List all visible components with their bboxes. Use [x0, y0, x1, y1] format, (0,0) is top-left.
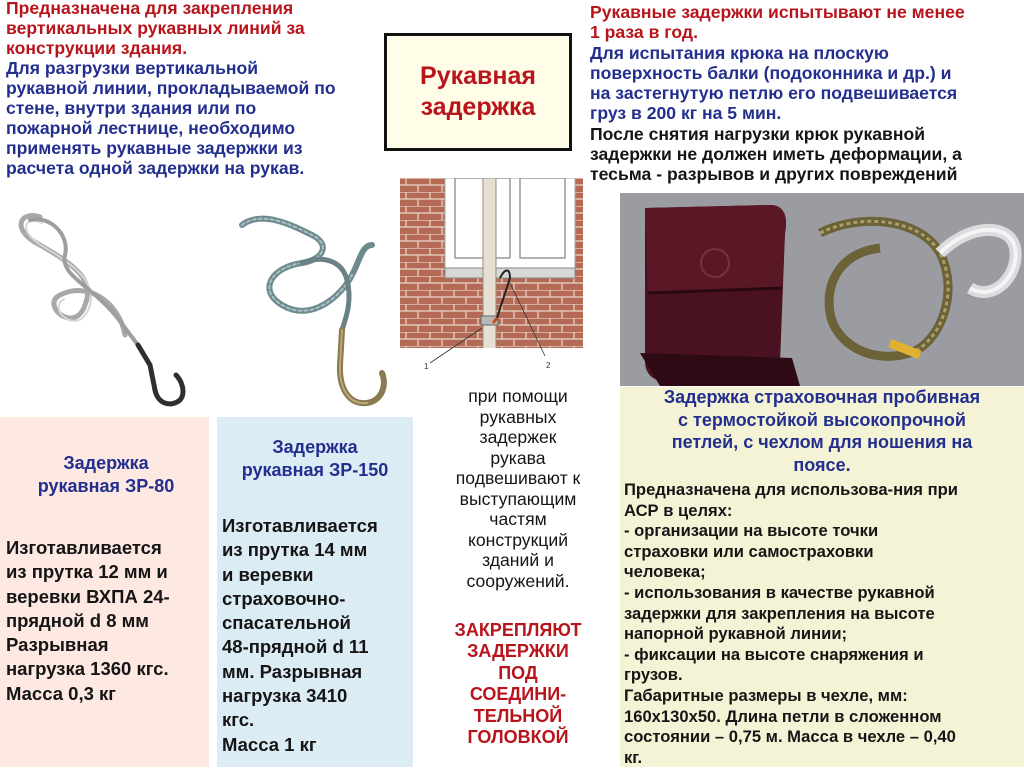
- mounting-warning: ЗАКРЕПЛЯЮТ ЗАДЕРЖКИ ПОД СОЕДИНИ- ТЕЛЬНОЙ ГОЛОВКОЙ: [454, 620, 582, 748]
- wall-diagram: [400, 178, 583, 372]
- mounting-description: при помощи рукавных задержек рукава подвешивают к выступающим частям конструкций зданий и сооружений.: [455, 386, 581, 591]
- testing-procedure: Для испытания крюка на плоскую поверхность балки (подоконника и др.) и на застегнутую петлю его подвешивается груз в 200 кг на 5 мин.: [590, 42, 958, 124]
- diagram-label-2: 2: [546, 361, 551, 370]
- top-left-description: [6, 0, 386, 178]
- diagram-label-1: 1: [424, 362, 429, 371]
- insurance-hook-description: Предназначена для использова-ния при АСР в целях: - организации на высоте точки страховки или самостраховки человека; - использования в качестве рукавной задержки для закрепления на высоте напорной рукавной линии; - фиксации на высоте снаряжения и грузов. Габаритные размеры в чехле, мм: 160х130х50. Длина петли в сложенном состоянии – 0,75 м. Масса в чехле – 0,40 кг.: [624, 480, 958, 767]
- testing-frequency: Рукавные задержки испытывают не менее 1 раза в год.: [590, 2, 965, 43]
- testing-requirements: [590, 2, 1020, 185]
- purpose-text: Предназначена для закрепления вертикальных рукавных линий за конструкции здания.: [6, 0, 305, 58]
- pouch-and-hook-image: [620, 193, 1024, 386]
- zr80-hook-image: [0, 195, 210, 415]
- insurance-hook-title: Задержка страховочная пробивная с термостойкой высокопрочной петлей, с чехлом для ношения на поясе.: [663, 387, 981, 475]
- zr150-title: Задержка рукавная ЗР-150: [241, 437, 389, 480]
- page-title: Рукавная задержка: [420, 62, 536, 121]
- testing-criteria: После снятия нагрузки крюк рукавной задержки не должен иметь деформации, а тесьма - разрывов и других повреждений: [590, 123, 962, 185]
- zr80-specs: Изготавливается из прутка 12 мм и веревки ВХПА 24- прядной d 8 мм Разрывная нагрузка 1360 кгс. Масса 0,3 кг: [6, 537, 170, 704]
- page-title-box: [384, 33, 572, 151]
- zr80-title: Задержка рукавная ЗР-80: [37, 453, 175, 496]
- zr150-specs: Изготавливается из прутка 14 мм и веревки страховочно- спасательной 48-прядной d 11 мм. Разрывная нагрузка 3410 кгс. Масса 1 кг: [222, 515, 378, 755]
- zr150-hook-image: [222, 205, 422, 420]
- usage-text: Для разгрузки вертикальной рукавной линии, прокладываемой по стене, внутри здания или по пожарной лестнице, необходимо применять рукавные задержки из расчета одной задержки на рукав.: [6, 58, 336, 178]
